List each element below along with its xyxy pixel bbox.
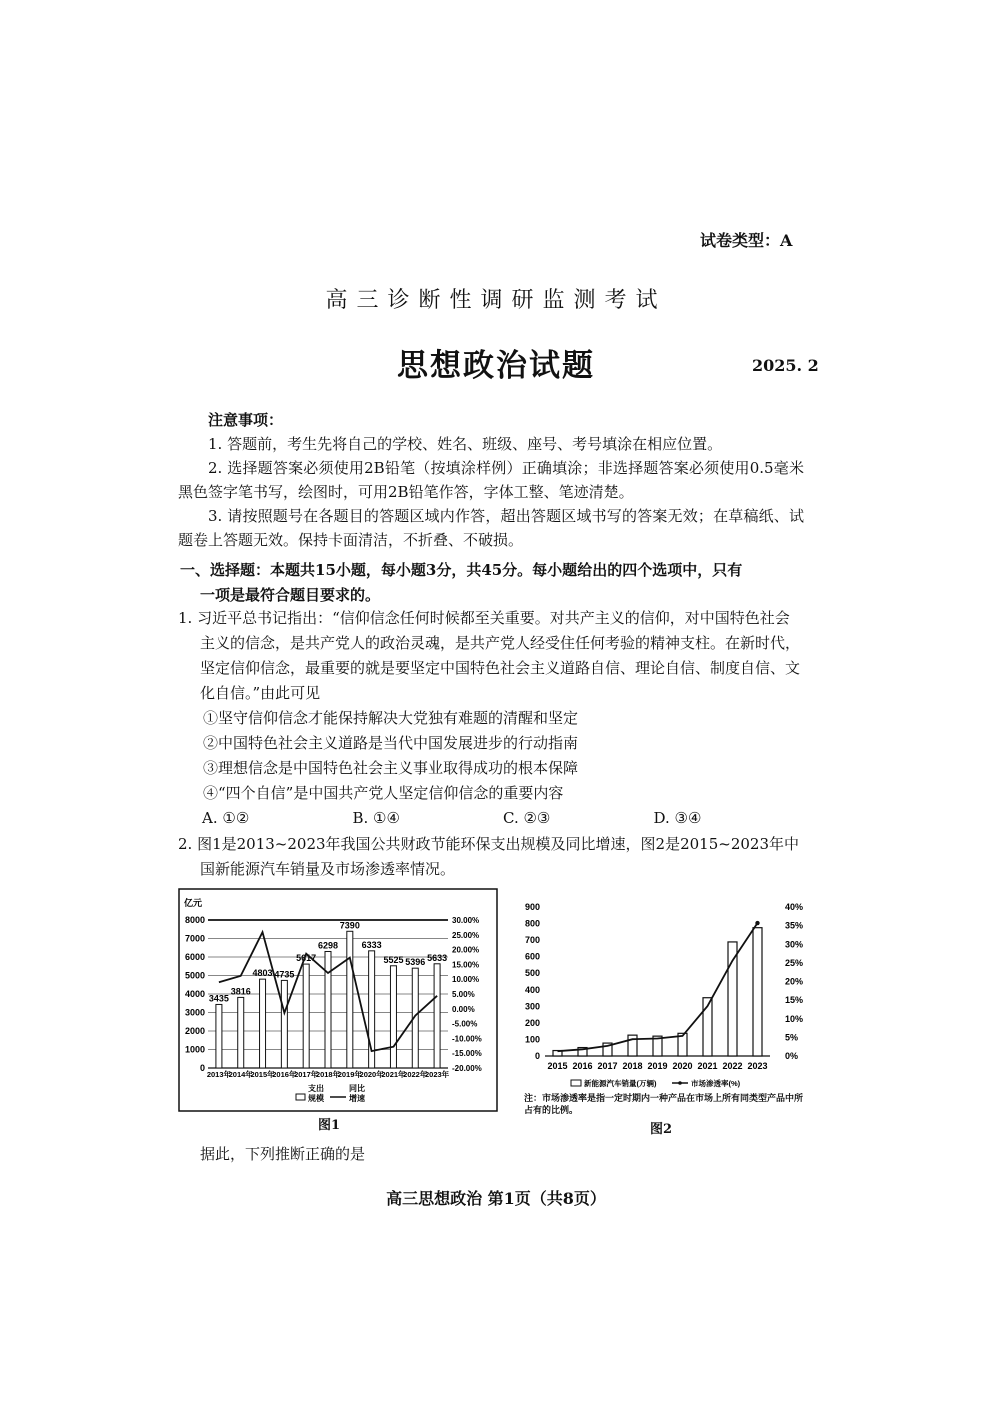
y-tick-label: 800	[524, 918, 540, 929]
y-tick-label: 300	[524, 1001, 540, 1012]
y-tick-label: 200	[524, 1017, 540, 1028]
data-label: 4803	[252, 968, 273, 979]
page-footer: 高三思想政治 第1页（共8页）	[386, 1189, 606, 1208]
y-tick-label: 3000	[184, 1007, 205, 1018]
y-tick-label: 1000	[184, 1044, 205, 1055]
note-item: 3. 请按照题号在各题目的答题区域内作答，超出答题区域书写的答案无效；在草稿纸、试题卷上答题无效。保持卡面清洁，不折叠、不破损。	[178, 507, 804, 549]
line-end-point	[755, 921, 759, 925]
notes-title: 注意事项：	[208, 411, 284, 429]
legend-label: 同比	[349, 1084, 365, 1093]
x-tick-label: 2021	[697, 1061, 718, 1071]
bar-ev-sales	[753, 928, 762, 1056]
y-tick-label: 0	[199, 1063, 205, 1073]
y2-tick-label: -15.00%	[452, 1049, 482, 1059]
section-line-2: 一项是最符合题目要求的。	[200, 586, 381, 604]
y-tick-label: 6000	[184, 952, 205, 962]
question-1-choices	[178, 806, 804, 831]
y-tick-label: 0	[534, 1051, 540, 1061]
y-tick-label: 600	[524, 951, 540, 962]
y2-tick-label: 0.00%	[452, 1004, 475, 1014]
y2-tick-label: 20.00%	[452, 945, 480, 955]
figure-1-chart	[178, 888, 498, 1113]
section-heading	[180, 558, 804, 608]
legend-swatch-bar	[296, 1094, 305, 1100]
choice-a: A. ①②	[202, 809, 250, 827]
x-tick-label: 2013年	[206, 1070, 232, 1079]
question-1-stem: 1. 习近平总书记指出：“信仰信念任何时候都至关重要。对共产主义的信仰，对中国特色社会主义的信念，是共产党人的政治灵魂，是共产党人经受住任何考验的精神支柱。在新时代，坚定信仰信念，最重要的就是要坚定中国特色社会主义道路自信、理论自信、制度自信、文化自信。”由此可见	[178, 609, 801, 702]
question-1-option: ④“四个自信”是中国共产党人坚定信仰信念的重要内容	[203, 784, 564, 802]
y2-tick-label: 15%	[785, 995, 804, 1006]
x-tick-label: 2023年	[424, 1070, 450, 1079]
y-tick-label: 700	[524, 935, 540, 946]
question-1	[178, 606, 804, 831]
y2-tick-label: -10.00%	[452, 1034, 482, 1044]
question-2	[178, 832, 804, 882]
choice-b: B. ①④	[352, 809, 400, 827]
y2-tick-label: 40%	[785, 902, 804, 912]
bar-spending	[281, 980, 287, 1068]
y2-tick-label: 10.00%	[452, 975, 480, 985]
notes	[178, 408, 804, 552]
legend-label: 市场渗透率(%)	[691, 1079, 741, 1088]
figure-2-chart	[515, 895, 810, 1095]
data-label: 6298	[317, 940, 339, 951]
bar-spending	[390, 966, 396, 1068]
x-tick-label: 2017年	[294, 1070, 319, 1079]
note-item: 2. 选择题答案必须使用2B铅笔（按填涂样例）正确填涂；非选择题答案必须使用0.5毫米黑色签字笔书写，绘图时，可用2B铅笔作答，字体工整、笔迹清楚。	[178, 459, 804, 501]
y-tick-label: 100	[524, 1034, 540, 1045]
y2-tick-label: -5.00%	[452, 1019, 478, 1029]
x-tick-label: 2022年	[403, 1070, 428, 1079]
x-tick-label: 2020	[672, 1061, 693, 1071]
note-item: 1. 答题前，考生先将自己的学校、姓名、班级、座号、考号填涂在相应位置。	[208, 435, 723, 453]
x-tick-label: 2017	[597, 1061, 618, 1071]
question-2-prompt: 据此，下列推断正确的是	[200, 1145, 366, 1163]
x-tick-label: 2014年	[228, 1070, 253, 1079]
y2-tick-label: 15.00%	[452, 960, 480, 970]
y-tick-label: 2000	[184, 1026, 205, 1036]
x-tick-label: 2019年	[337, 1070, 362, 1079]
choice-c: C. ②③	[503, 809, 551, 827]
y2-tick-label: 30%	[785, 939, 804, 950]
legend-label: 支出	[308, 1084, 324, 1093]
y-tick-label: 400	[524, 984, 540, 995]
y2-tick-label: 5.00%	[452, 990, 475, 999]
y2-tick-label: 10%	[785, 1013, 804, 1024]
y2-tick-label: 0%	[785, 1051, 799, 1061]
bar-spending	[260, 979, 266, 1068]
y2-tick-label: 20%	[785, 976, 804, 987]
bar-spending	[347, 931, 353, 1068]
legend-swatch-bar	[571, 1080, 581, 1086]
y-tick-label: 8000	[184, 915, 205, 925]
data-label: 4735	[274, 969, 295, 980]
data-label: 5633	[427, 952, 448, 963]
y-tick-label: 500	[524, 968, 540, 979]
y-tick-label: 7000	[184, 933, 205, 944]
y2-tick-label: 25.00%	[452, 930, 480, 940]
exam-name: 高三诊断性调研监测考试	[325, 288, 667, 313]
y2-tick-label: 5%	[785, 1032, 799, 1043]
question-1-option: ③理想信念是中国特色社会主义事业取得成功的根本保障	[203, 759, 579, 777]
bar-spending	[325, 951, 331, 1068]
x-tick-label: 2016	[572, 1061, 593, 1071]
data-label: 7390	[339, 920, 360, 931]
bar-spending	[434, 964, 440, 1068]
data-label: 3435	[208, 993, 229, 1004]
y-tick-label: 5000	[184, 970, 205, 981]
question-1-option: ②中国特色社会主义道路是当代中国发展进步的行动指南	[203, 734, 579, 752]
y2-tick-label: 30.00%	[452, 916, 480, 925]
section-line-1: 一、选择题：本题共15小题，每小题3分，共45分。每小题给出的四个选项中，只有	[180, 561, 743, 579]
y-axis-unit: 亿元	[184, 898, 203, 908]
y2-tick-label: -20.00%	[452, 1064, 482, 1073]
legend-label: 规模	[308, 1094, 324, 1103]
bar-spending	[238, 997, 244, 1068]
legend-label: 新能源汽车销量(万辆)	[584, 1079, 657, 1088]
choice-d: D. ③④	[653, 809, 702, 827]
data-label: 5525	[383, 954, 404, 965]
y-tick-label: 900	[524, 902, 540, 912]
data-label: 3816	[230, 986, 251, 997]
exam-date: 2025. 2	[752, 356, 819, 375]
legend-swatch-marker	[678, 1081, 682, 1085]
x-tick-label: 2020年	[359, 1070, 384, 1079]
bar-spending	[216, 1004, 222, 1068]
legend-label: 增速	[349, 1094, 365, 1103]
data-label: 6333	[361, 939, 382, 950]
figure-2-caption: 图2	[650, 1122, 673, 1137]
subject-title: 思想政治试题	[397, 348, 595, 384]
bar-spending	[303, 964, 309, 1068]
x-tick-label: 2019	[647, 1061, 668, 1071]
data-label: 5617	[296, 953, 317, 964]
x-tick-label: 2015	[547, 1061, 568, 1071]
x-tick-label: 2018	[622, 1061, 643, 1071]
figure-2-note: 注：市场渗透率是指一定时期内一种产品在市场上所有同类型产品中所占有的比例。	[524, 1094, 804, 1116]
y-tick-label: 4000	[184, 989, 205, 999]
question-2-stem: 2. 图1是2013~2023年我国公共财政节能环保支出规模及同比增速，图2是2015~2023年中国新能源汽车销量及市场渗透率情况。	[178, 835, 800, 878]
question-1-option: ①坚守信仰信念才能保持解决大党独有难题的清醒和坚定	[203, 709, 579, 727]
x-tick-label: 2023	[747, 1061, 768, 1071]
x-tick-label: 2018年	[315, 1070, 341, 1079]
data-label: 5396	[405, 957, 426, 968]
y2-tick-label: 25%	[785, 957, 804, 968]
x-tick-label: 2021年	[381, 1070, 406, 1079]
y2-tick-label: 35%	[785, 920, 804, 931]
x-tick-label: 2016年	[272, 1070, 297, 1079]
x-tick-label: 2022	[722, 1061, 743, 1071]
x-tick-label: 2015年	[250, 1070, 275, 1079]
paper-type: 试卷类型：A	[700, 231, 793, 250]
figure-1-caption: 图1	[318, 1118, 341, 1133]
